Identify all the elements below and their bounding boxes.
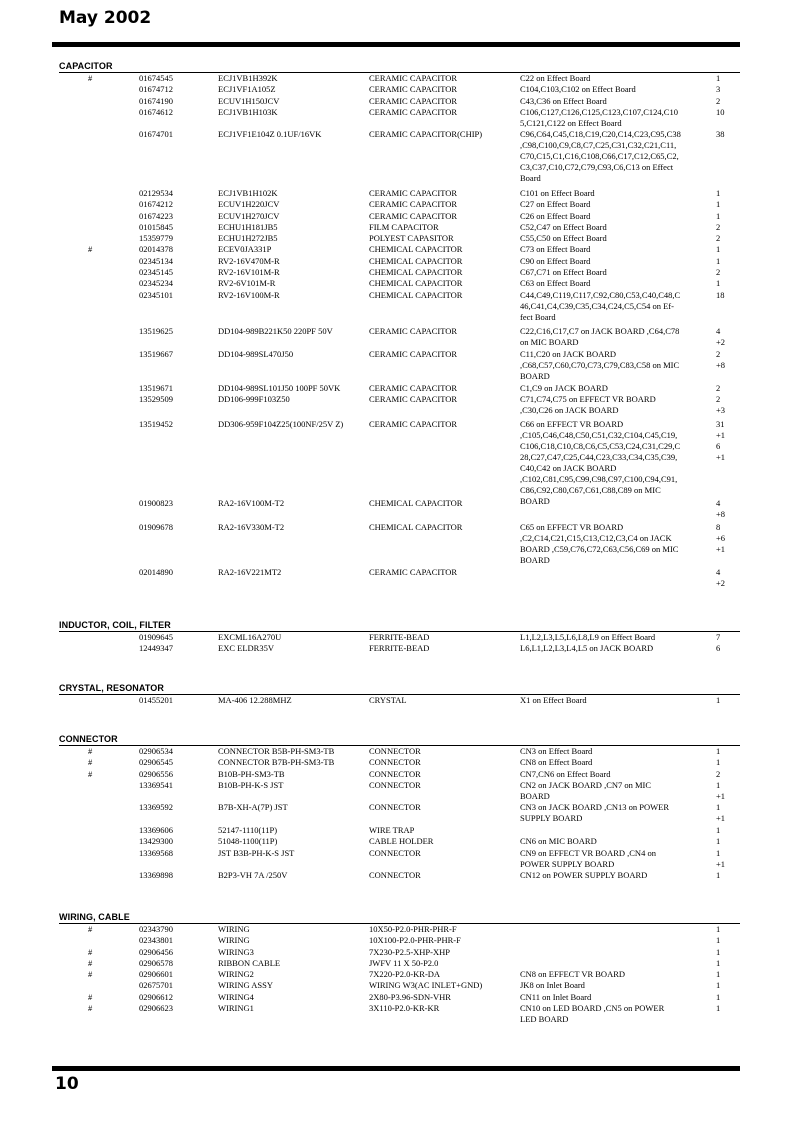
reference-designators: CN8 on EFFECT VR BOARD [520, 969, 626, 980]
page-number: 10 [55, 1074, 79, 1094]
table-row [59, 211, 740, 222]
product-code: B7B-XH-A(7P) JST [218, 802, 288, 813]
quantity: 1 [716, 924, 721, 934]
part-number: 13429300 [139, 836, 173, 847]
part-number: 01674712 [139, 84, 173, 95]
quantity: 7 [716, 632, 721, 642]
part-mark: # [88, 969, 93, 980]
quantity: 1 [716, 278, 721, 289]
part-mark: # [88, 757, 93, 768]
part-description: CONNECTOR [369, 768, 421, 779]
reference-designators: C27 on Effect Board [520, 199, 591, 210]
table-row [59, 825, 740, 836]
quantity: 1 [716, 836, 721, 847]
part-number: 01015845 [139, 221, 173, 232]
table-row [59, 498, 740, 521]
part-number: 01674223 [139, 210, 173, 221]
product-code: RV2-16V100M-R [218, 289, 280, 300]
bottom-rule [52, 1066, 740, 1071]
part-mark: # [88, 991, 93, 1002]
quantity: 8 +6 +1 [716, 521, 726, 554]
part-description: CERAMIC CAPACITOR [369, 73, 458, 83]
part-number: 01900823 [139, 498, 173, 509]
part-number: 13369568 [139, 847, 173, 858]
part-description: CONNECTOR [369, 757, 421, 768]
part-description: FILM CAPACITOR [369, 221, 439, 232]
product-code: ECJ1VB1H102K [218, 187, 278, 198]
reference-designators: C26 on Effect Board [520, 210, 591, 221]
quantity: 31 +1 6 +1 [716, 418, 726, 462]
product-code: RIBBON CABLE [218, 957, 281, 968]
quantity: 1 +1 [716, 847, 726, 869]
product-code: MA-406 12.288MHZ [218, 695, 292, 705]
table-row [59, 780, 740, 803]
table-row [59, 1003, 740, 1026]
product-code: DD104-989SL101J50 100PF 50VK [218, 383, 341, 394]
quantity: 1 [716, 757, 721, 768]
table-row [59, 256, 740, 267]
quantity: 2 +3 [716, 394, 726, 416]
part-number: 02906556 [139, 768, 173, 779]
product-code: EXC ELDR35V [218, 643, 274, 654]
product-code: ECJ1VB1H392K [218, 73, 278, 83]
part-mark: # [88, 946, 93, 957]
quantity: 2 +8 [716, 349, 726, 371]
product-code: B10B-PH-SM3-TB [218, 768, 285, 779]
table-row [59, 992, 740, 1003]
table-row [59, 244, 740, 255]
table-row [59, 522, 740, 567]
product-code: ECJ1VB1H103K [218, 106, 278, 117]
quantity: 2 [716, 233, 721, 244]
part-number: 01674212 [139, 199, 173, 210]
part-description: CONNECTOR [369, 746, 421, 756]
quantity: 3 [716, 84, 721, 95]
quantity: 4 +2 [716, 325, 726, 347]
quantity: 1 [716, 870, 721, 881]
part-description: CHEMICAL CAPACITOR [369, 289, 463, 300]
table-row [59, 233, 740, 244]
part-description: CONNECTOR [369, 779, 421, 790]
part-number: 13369592 [139, 802, 173, 813]
table-row [59, 870, 740, 881]
reference-designators: C44,C49,C119,C117,C92,C80,C53,C40,C48,C 46,C41,C4,C39,C35,C34,C24,C5,C54 on Ef- fect Board [520, 289, 681, 322]
table-row [59, 643, 740, 654]
section-title: CRYSTAL, RESONATOR [59, 683, 740, 695]
reference-designators: C90 on Effect Board [520, 255, 591, 266]
section-title: CAPACITOR [59, 61, 740, 73]
table-row [59, 278, 740, 289]
part-description: CONNECTOR [369, 847, 421, 858]
part-number: 02906456 [139, 946, 173, 957]
quantity: 2 [716, 768, 721, 779]
part-description: CERAMIC CAPACITOR [369, 418, 458, 429]
section-capacitor [59, 61, 740, 589]
table-row [59, 222, 740, 233]
part-number: 02906623 [139, 1003, 173, 1014]
product-code: ECHU1H181JB5 [218, 221, 278, 232]
product-code: ECHU1H272JB5 [218, 233, 278, 244]
section-title: INDUCTOR, COIL, FILTER [59, 620, 740, 632]
part-description: 7X230-P2.5-XHP-XHP [369, 946, 450, 957]
part-mark: # [88, 73, 93, 83]
reference-designators: C67,C71 on Effect Board [520, 267, 607, 278]
quantity: 4 +8 [716, 498, 726, 520]
part-number: 12449347 [139, 643, 173, 654]
part-number: 02345234 [139, 278, 173, 289]
part-number: 01455201 [139, 695, 173, 705]
reference-designators: CN3 on Effect Board [520, 746, 593, 756]
part-description: CERAMIC CAPACITOR [369, 566, 458, 577]
part-description: CHEMICAL CAPACITOR [369, 255, 463, 266]
product-code: B10B-PH-K-S JST [218, 779, 284, 790]
product-code: ECEV0JA331P [218, 244, 272, 255]
quantity: 1 [716, 199, 721, 210]
table-row [59, 980, 740, 991]
part-number: 02906534 [139, 746, 173, 756]
quantity: 1 [716, 969, 721, 980]
section-title: CONNECTOR [59, 734, 740, 746]
part-number: 02345145 [139, 267, 173, 278]
part-number: 01674701 [139, 129, 173, 140]
product-code: ECJ1VF1A105Z [218, 84, 276, 95]
part-description: CONNECTOR [369, 870, 421, 881]
table-row [59, 935, 740, 946]
quantity: 1 [716, 255, 721, 266]
quantity: 1 [716, 991, 721, 1002]
part-number: 01674545 [139, 73, 173, 83]
product-code: ECUV1H270JCV [218, 210, 280, 221]
part-number: 13529509 [139, 394, 173, 405]
quantity: 18 [716, 289, 725, 300]
part-number: 02014890 [139, 566, 173, 577]
product-code: WIRING1 [218, 1003, 254, 1014]
product-code: WIRING3 [218, 946, 254, 957]
quantity: 10 [716, 106, 725, 117]
product-code: RA2-16V221MT2 [218, 566, 282, 577]
part-description: CERAMIC CAPACITOR(CHIP) [369, 129, 483, 140]
part-mark: # [88, 957, 93, 968]
quantity: 1 [716, 746, 721, 756]
part-description: CERAMIC CAPACITOR [369, 394, 458, 405]
table-row [59, 632, 740, 643]
part-description: FERRITE-BEAD [369, 643, 430, 654]
product-code: WIRING [218, 924, 250, 934]
reference-designators: CN2 on JACK BOARD ,CN7 on MIC BOARD [520, 779, 652, 801]
part-number: 02343790 [139, 924, 173, 934]
reference-designators: CN6 on MIC BOARD [520, 836, 597, 847]
quantity: 1 [716, 980, 721, 991]
product-code: B2P3-VH 7A /250V [218, 870, 288, 881]
page-header-date: May 2002 [59, 8, 152, 28]
part-description: CERAMIC CAPACITOR [369, 95, 458, 106]
part-description: 10X100-P2.0-PHR-PHR-F [369, 935, 461, 946]
part-number: 02675701 [139, 980, 173, 991]
part-description: CERAMIC CAPACITOR [369, 349, 458, 360]
part-description: CONNECTOR [369, 802, 421, 813]
product-code: EXCML16A270U [218, 632, 282, 642]
product-code: RA2-16V100M-T2 [218, 498, 285, 509]
table-row [59, 267, 740, 278]
product-code: WIRING [218, 935, 250, 946]
table-row [59, 969, 740, 980]
part-description: JWFV 11 X 50-P2.0 [369, 957, 439, 968]
table-row [59, 188, 740, 199]
table-row [59, 383, 740, 394]
reference-designators: C66 on EFFECT VR BOARD ,C105,C46,C48,C50,C51,C32,C104,C45,C19, C106,C18,C10,C8,C6,C5,C53,C24,C31,C29,C 28,C27,C47,C25,C44,C23,C33,C34,C35,C39, C40,C42 on JACK BOARD ,C102,C81,C95,C99,C98,C97,C100,C94,C91, C86,C92,C80,C67,C61,C88,C89 on MIC BOARD [520, 418, 681, 506]
part-number: 02014378 [139, 244, 173, 255]
quantity: 38 [716, 129, 725, 140]
part-description: CERAMIC CAPACITOR [369, 210, 458, 221]
part-mark: # [88, 244, 93, 255]
table-row [59, 394, 740, 417]
part-description: WIRE TRAP [369, 825, 415, 836]
product-code: RV2-6V101M-R [218, 278, 276, 289]
part-number: 01674612 [139, 106, 173, 117]
part-description: 3X110-P2.0-KR-KR [369, 1003, 440, 1014]
table-row [59, 349, 740, 383]
quantity: 1 +1 [716, 802, 726, 824]
product-code: DD306-959F104Z25(100NF/25V Z) [218, 418, 344, 429]
part-number: 02129534 [139, 187, 173, 198]
table-row [59, 107, 740, 130]
part-number: 13369606 [139, 825, 173, 836]
reference-designators: CN11 on Inlet Board [520, 991, 592, 1002]
table-row [59, 848, 740, 871]
reference-designators: C96,C64,C45,C18,C19,C20,C14,C23,C95,C38 ,C98,C100,C9,C8,C7,C25,C31,C32,C21,C11, C70,C15,C1,C16,C108,C66,C17,C12,C65,C2, C3,C37,C10,C72,C79,C93,C6,C13 on Effect Board [520, 129, 681, 184]
part-description: FERRITE-BEAD [369, 632, 430, 642]
part-description: CHEMICAL CAPACITOR [369, 521, 463, 532]
quantity: 1 [716, 825, 721, 836]
reference-designators: C101 on Effect Board [520, 187, 595, 198]
part-number: 02906545 [139, 757, 173, 768]
reference-designators: CN12 on POWER SUPPLY BOARD [520, 870, 648, 881]
product-code: ECJ1VF1E104Z 0.1UF/16VK [218, 129, 322, 140]
part-number: 02345134 [139, 255, 173, 266]
quantity: 1 [716, 187, 721, 198]
part-description: CERAMIC CAPACITOR [369, 325, 458, 336]
table-row [59, 924, 740, 935]
product-code: ECUV1H150JCV [218, 95, 280, 106]
part-mark: # [88, 768, 93, 779]
quantity: 2 [716, 95, 721, 106]
quantity: 1 [716, 1003, 721, 1014]
product-code: DD104-989B221K50 220PF 50V [218, 325, 333, 336]
part-description: POLYEST CAPASITOR [369, 233, 454, 244]
part-number: 02906601 [139, 969, 173, 980]
product-code: RV2-16V470M-R [218, 255, 280, 266]
reference-designators: L6,L1,L2,L3,L4,L5 on JACK BOARD [520, 643, 654, 654]
part-number: 15359779 [139, 233, 173, 244]
table-row [59, 802, 740, 825]
reference-designators: C22 on Effect Board [520, 73, 591, 83]
quantity: 1 [716, 695, 721, 705]
reference-designators: C65 on EFFECT VR BOARD ,C2,C14,C21,C15,C13,C12,C3,C4 on JACK BOARD ,C59,C76,C72,C63,C56,C69 on MIC BOARD [520, 521, 679, 565]
table-row [59, 129, 740, 186]
product-code: WIRING2 [218, 969, 254, 980]
reference-designators: JK8 on Inlet Board [520, 980, 585, 991]
table-row [59, 947, 740, 958]
reference-designators: C52,C47 on Effect Board [520, 221, 607, 232]
part-mark: # [88, 746, 93, 756]
reference-designators: L1,L2,L3,L5,L6,L8,L9 on Effect Board [520, 632, 656, 642]
product-code: ECUV1H220JCV [218, 199, 280, 210]
section-inductor [59, 620, 740, 655]
reference-designators: C55,C50 on Effect Board [520, 233, 607, 244]
part-description: CERAMIC CAPACITOR [369, 106, 458, 117]
table-row [59, 84, 740, 95]
table-row [59, 746, 740, 757]
part-description: CERAMIC CAPACITOR [369, 383, 458, 394]
reference-designators: C73 on Effect Board [520, 244, 591, 255]
part-number: 13519667 [139, 349, 173, 360]
reference-designators: C1,C9 on JACK BOARD [520, 383, 608, 394]
table-row [59, 567, 740, 590]
quantity: 4 +2 [716, 566, 726, 588]
table-row [59, 199, 740, 210]
part-description: 2X80-P3.96-SDN-VHR [369, 991, 451, 1002]
product-code: CONNECTOR B5B-PH-SM3-TB [218, 746, 335, 756]
quantity: 1 [716, 73, 721, 83]
reference-designators: CN8 on Effect Board [520, 757, 593, 768]
reference-designators: C43,C36 on Effect Board [520, 95, 607, 106]
reference-designators: CN9 on EFFECT VR BOARD ,CN4 on POWER SUPPLY BOARD [520, 847, 656, 869]
part-number: 02906578 [139, 957, 173, 968]
quantity: 1 [716, 957, 721, 968]
section-connector [59, 734, 740, 882]
part-number: 01674190 [139, 95, 173, 106]
part-description: CERAMIC CAPACITOR [369, 84, 458, 95]
part-number: 13519452 [139, 418, 173, 429]
product-code: RV2-16V101M-R [218, 267, 280, 278]
table-row [59, 96, 740, 107]
reference-designators: X1 on Effect Board [520, 695, 587, 705]
quantity: 1 [716, 935, 721, 946]
quantity: 2 [716, 383, 721, 394]
table-row [59, 769, 740, 780]
table-row [59, 695, 740, 706]
quantity: 1 +1 [716, 779, 726, 801]
section-title: WIRING, CABLE [59, 912, 740, 924]
part-number: 13519671 [139, 383, 173, 394]
table-row [59, 958, 740, 969]
part-mark: # [88, 924, 93, 934]
reference-designators: C11,C20 on JACK BOARD ,C68,C57,C60,C70,C73,C79,C83,C58 on MIC BOARD [520, 349, 680, 382]
product-code: WIRING ASSY [218, 980, 274, 991]
reference-designators: CN7,CN6 on Effect Board [520, 768, 611, 779]
table-row [59, 836, 740, 847]
part-number: 13369898 [139, 870, 173, 881]
table-row [59, 326, 740, 349]
product-code: DD106-999F103Z50 [218, 394, 290, 405]
part-description: CHEMICAL CAPACITOR [369, 267, 463, 278]
quantity: 1 [716, 946, 721, 957]
product-code: DD104-989SL470J50 [218, 349, 294, 360]
table-row [59, 290, 740, 324]
part-number: 02345101 [139, 289, 173, 300]
part-description: CHEMICAL CAPACITOR [369, 498, 463, 509]
part-description: CABLE HOLDER [369, 836, 434, 847]
part-number: 13369541 [139, 779, 173, 790]
part-description: CERAMIC CAPACITOR [369, 199, 458, 210]
part-description: 7X220-P2.0-KR-DA [369, 969, 441, 980]
product-code: 52147-1110(11P) [218, 825, 278, 836]
reference-designators: C104,C103,C102 on Effect Board [520, 84, 636, 95]
part-number: 02343801 [139, 935, 173, 946]
section-wiring [59, 912, 740, 1026]
table-row [59, 73, 740, 84]
product-code: 51048-1100(11P) [218, 836, 278, 847]
part-description: WIRING W3(AC INLET+GND) [369, 980, 483, 991]
quantity: 2 [716, 221, 721, 232]
quantity: 6 [716, 643, 721, 654]
quantity: 1 [716, 244, 721, 255]
reference-designators: C71,C74,C75 on EFFECT VR BOARD ,C30,C26 on JACK BOARD [520, 394, 656, 416]
part-description: CHEMICAL CAPACITOR [369, 244, 463, 255]
table-row [59, 757, 740, 768]
product-code: JST B3B-PH-K-S JST [218, 847, 295, 858]
product-code: RA2-16V330M-T2 [218, 521, 285, 532]
product-code: CONNECTOR B7B-PH-SM3-TB [218, 757, 335, 768]
quantity: 1 [716, 210, 721, 221]
product-code: WIRING4 [218, 991, 254, 1002]
reference-designators: C22,C16,C17,C7 on JACK BOARD ,C64,C78 on MIC BOARD [520, 325, 680, 347]
reference-designators: CN3 on JACK BOARD ,CN13 on POWER SUPPLY BOARD [520, 802, 669, 824]
part-number: 01909678 [139, 521, 173, 532]
part-mark: # [88, 1003, 93, 1014]
section-crystal [59, 683, 740, 706]
part-number: 01909645 [139, 632, 173, 642]
part-description: CRYSTAL [369, 695, 407, 705]
part-number: 13519625 [139, 325, 173, 336]
quantity: 2 [716, 267, 721, 278]
part-number: 02906612 [139, 991, 173, 1002]
part-description: CERAMIC CAPACITOR [369, 187, 458, 198]
reference-designators: C63 on Effect Board [520, 278, 591, 289]
reference-designators: C106,C127,C126,C125,C123,C107,C124,C10 5,C121,C122 on Effect Board [520, 106, 678, 128]
reference-designators: CN10 on LED BOARD ,CN5 on POWER LED BOARD [520, 1003, 665, 1025]
part-description: CHEMICAL CAPACITOR [369, 278, 463, 289]
part-description: 10X50-P2.0-PHR-PHR-F [369, 924, 457, 934]
